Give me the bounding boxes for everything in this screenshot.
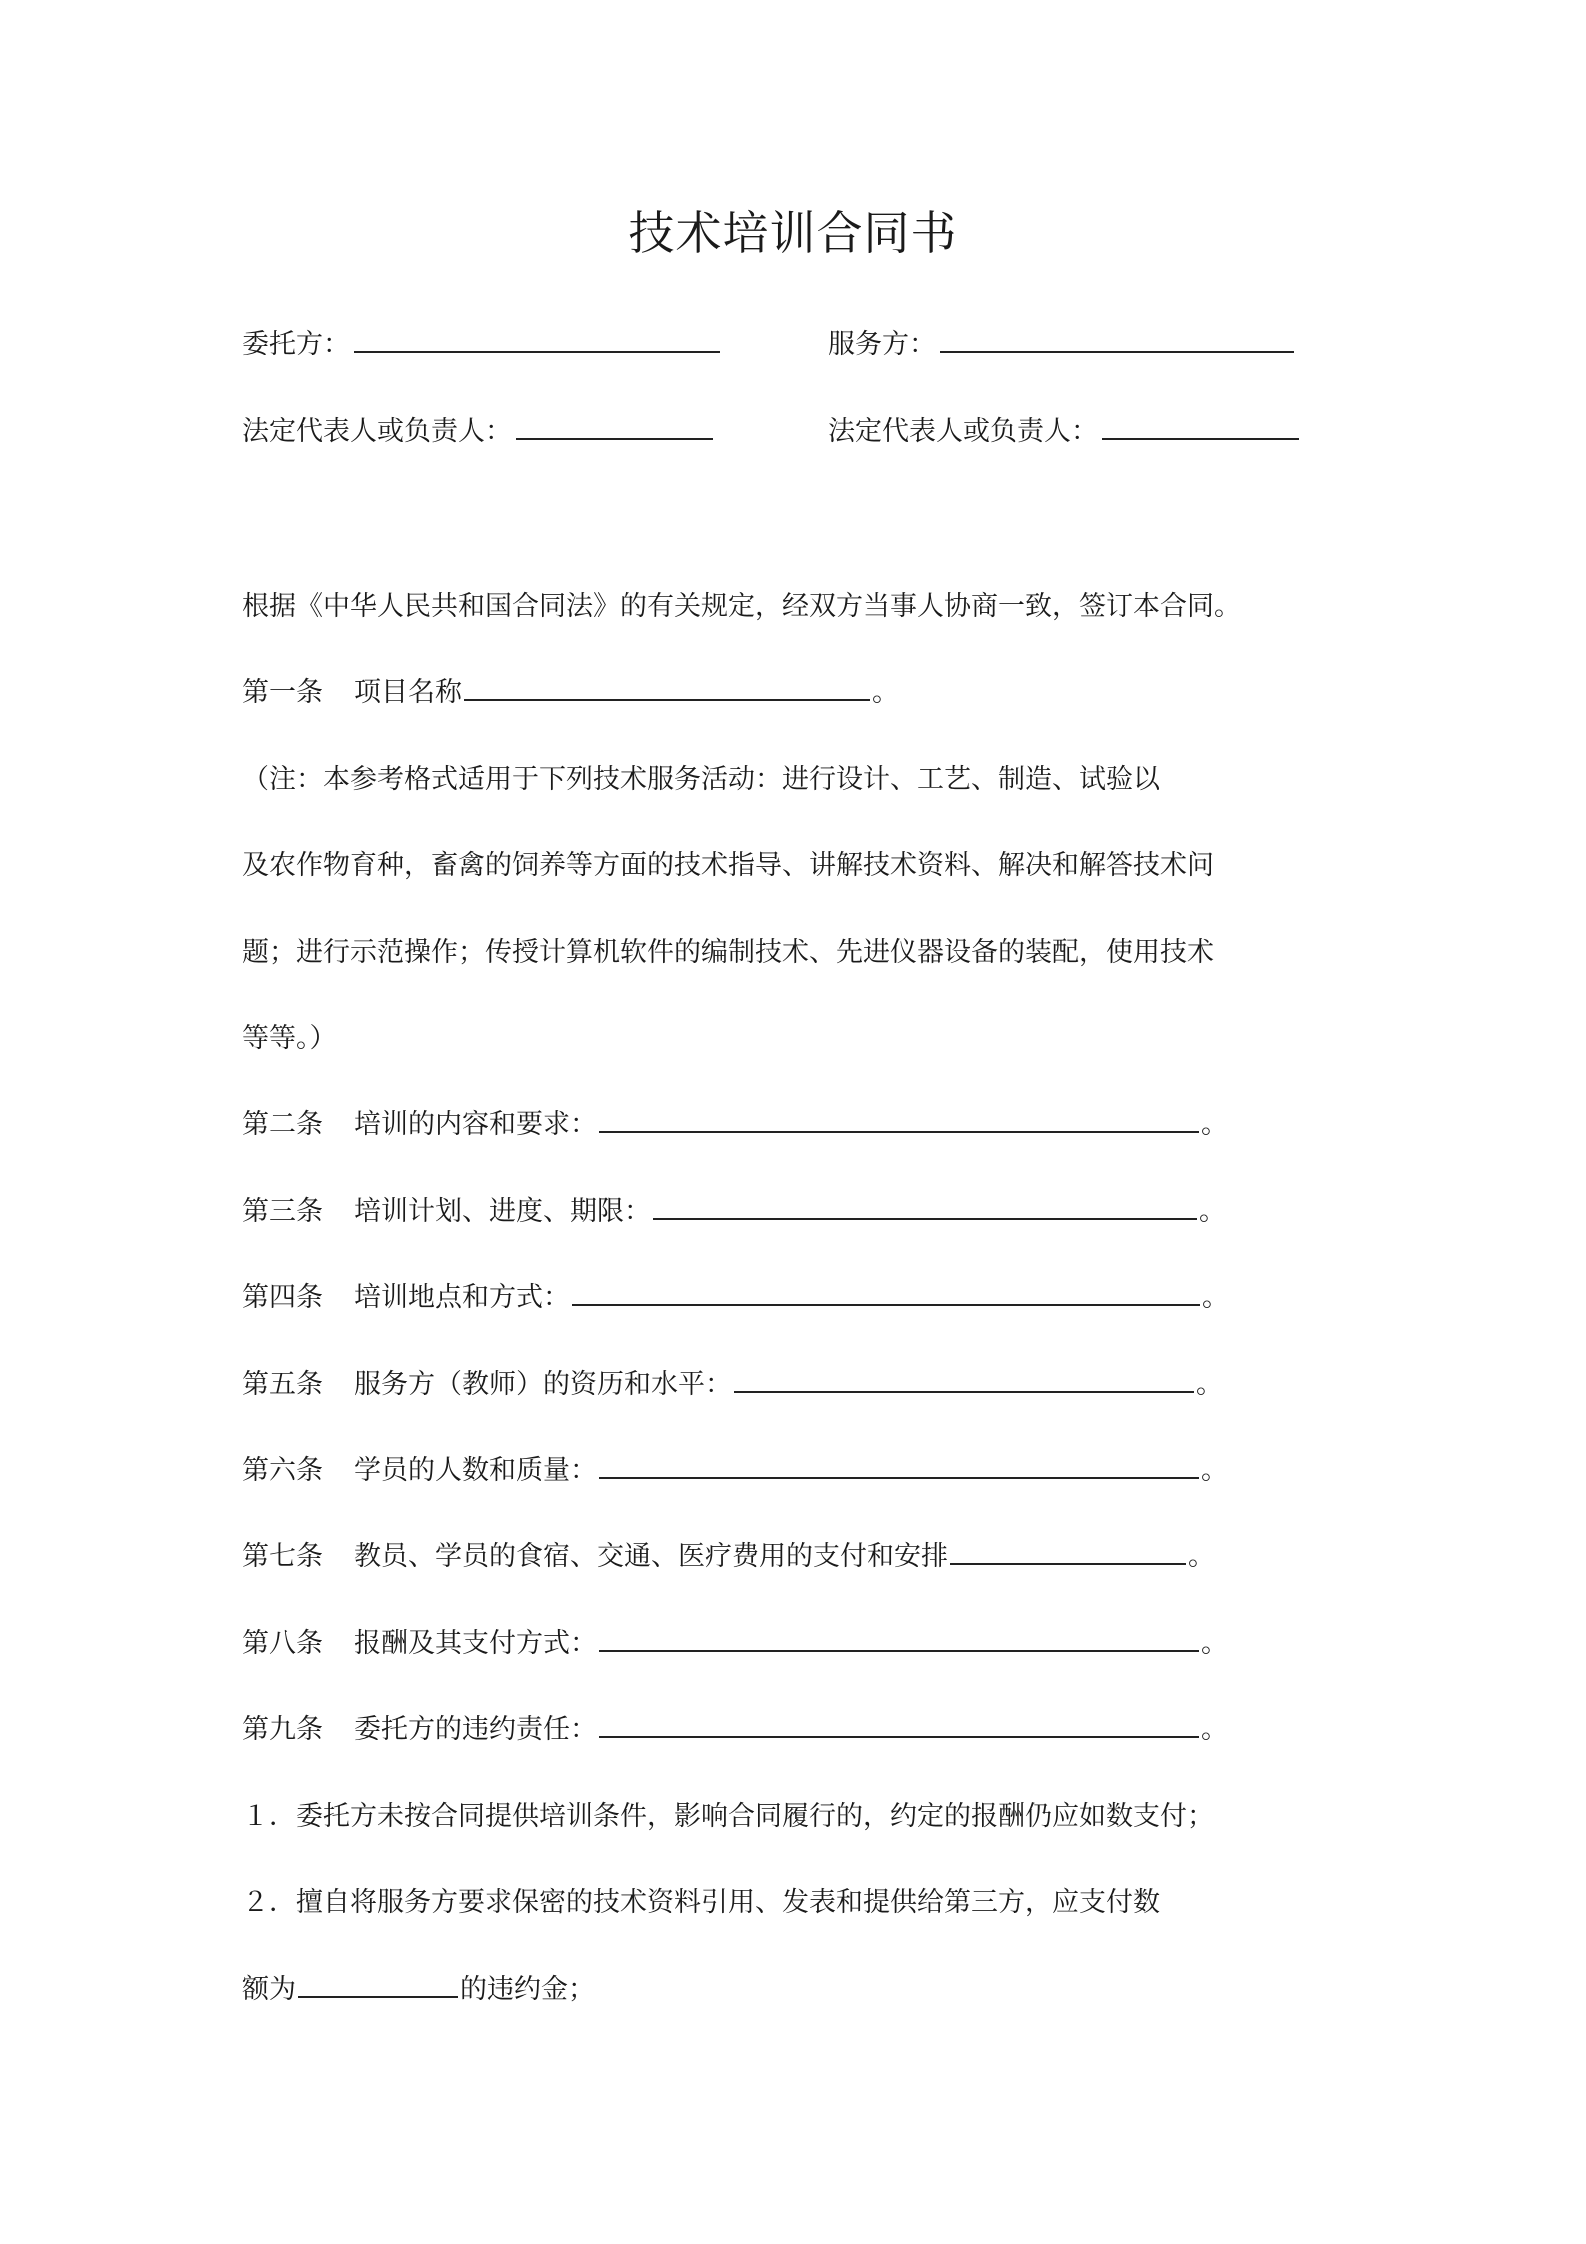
provider-blank[interactable] (940, 325, 1294, 353)
article-1 (242, 673, 899, 713)
article-4-blank[interactable] (572, 1278, 1200, 1306)
period: 。 (1202, 1282, 1229, 1313)
article-number: 第七条 (242, 1541, 323, 1572)
article-text: 报酬及其支付方式： (354, 1628, 597, 1659)
article-text: 培训的内容和要求： (354, 1109, 597, 1140)
article-7-blank[interactable] (950, 1537, 1186, 1565)
article-text: 学员的人数和质量： (354, 1455, 597, 1486)
document-title: 技术培训合同书 (628, 206, 958, 260)
article-text: 服务方（教师）的资历和水平： (354, 1369, 732, 1400)
period: 。 (1188, 1541, 1215, 1572)
article-number: 第一条 (242, 677, 323, 708)
client-label: 委托方： (242, 329, 350, 360)
article-6 (242, 1451, 1228, 1491)
note-line-1: （注：本参考格式适用于下列技术服务活动：进行设计、工艺、制造、试验以 (242, 764, 1160, 795)
article-number: 第八条 (242, 1628, 323, 1659)
item-2-line-1: ２．擅自将服务方要求保密的技术资料引用、发表和提供给第三方，应支付数 (242, 1887, 1160, 1918)
item-2-line-2 (242, 1970, 595, 2010)
note-line-3: 题；进行示范操作；传授计算机软件的编制技术、先进仪器设备的装配，使用技术 (242, 937, 1214, 968)
preamble: 根据《中华人民共和国合同法》的有关规定，经双方当事人协商一致，签订本合同。 (242, 591, 1241, 622)
penalty-amount-blank[interactable] (298, 1970, 458, 1998)
article-5 (242, 1365, 1223, 1405)
provider-rep-blank[interactable] (1102, 412, 1299, 440)
period: 。 (1201, 1109, 1228, 1140)
article-text: 教员、学员的食宿、交通、医疗费用的支付和安排 (354, 1541, 948, 1572)
article-5-blank[interactable] (734, 1365, 1194, 1393)
provider-rep-field (828, 412, 1299, 452)
provider-rep-label: 法定代表人或负责人： (828, 416, 1098, 447)
article-9 (242, 1710, 1228, 1750)
client-rep-label: 法定代表人或负责人： (242, 416, 512, 447)
note-line-2: 及农作物育种，畜禽的饲养等方面的技术指导、讲解技术资料、解决和解答技术问 (242, 850, 1214, 881)
article-number: 第三条 (242, 1196, 323, 1227)
article-text: 委托方的违约责任： (354, 1714, 597, 1745)
provider-field (828, 325, 1294, 365)
period: 。 (1201, 1455, 1228, 1486)
article-8-blank[interactable] (599, 1624, 1199, 1652)
period: 。 (1201, 1714, 1228, 1745)
article-2 (242, 1105, 1228, 1145)
article-9-blank[interactable] (599, 1710, 1199, 1738)
article-4 (242, 1278, 1229, 1318)
period: 。 (1201, 1628, 1228, 1659)
article-3-blank[interactable] (653, 1192, 1197, 1220)
article-text: 培训计划、进度、期限： (354, 1196, 651, 1227)
article-number: 第六条 (242, 1455, 323, 1486)
client-field (242, 325, 720, 365)
item-1: １．委托方未按合同提供培训条件，影响合同履行的，约定的报酬仍应如数支付； (242, 1801, 1214, 1832)
period: 。 (1199, 1196, 1226, 1227)
article-7 (242, 1537, 1215, 1577)
project-name-blank[interactable] (464, 673, 870, 701)
article-number: 第九条 (242, 1714, 323, 1745)
article-text: 培训地点和方式： (354, 1282, 570, 1313)
note-line-4: 等等。） (242, 1023, 337, 1054)
period: 。 (1196, 1369, 1223, 1400)
article-number: 第二条 (242, 1109, 323, 1140)
client-rep-blank[interactable] (516, 412, 713, 440)
client-rep-field (242, 412, 713, 452)
article-number: 第四条 (242, 1282, 323, 1313)
article-text: 项目名称 (354, 677, 462, 708)
period: 。 (872, 677, 899, 708)
article-8 (242, 1624, 1228, 1664)
article-2-blank[interactable] (599, 1105, 1199, 1133)
provider-label: 服务方： (828, 329, 936, 360)
article-6-blank[interactable] (599, 1451, 1199, 1479)
item-2-suffix: 的违约金； (460, 1974, 595, 2005)
client-blank[interactable] (354, 325, 720, 353)
article-number: 第五条 (242, 1369, 323, 1400)
article-3 (242, 1192, 1226, 1232)
item-2-prefix: 额为 (242, 1974, 296, 2005)
